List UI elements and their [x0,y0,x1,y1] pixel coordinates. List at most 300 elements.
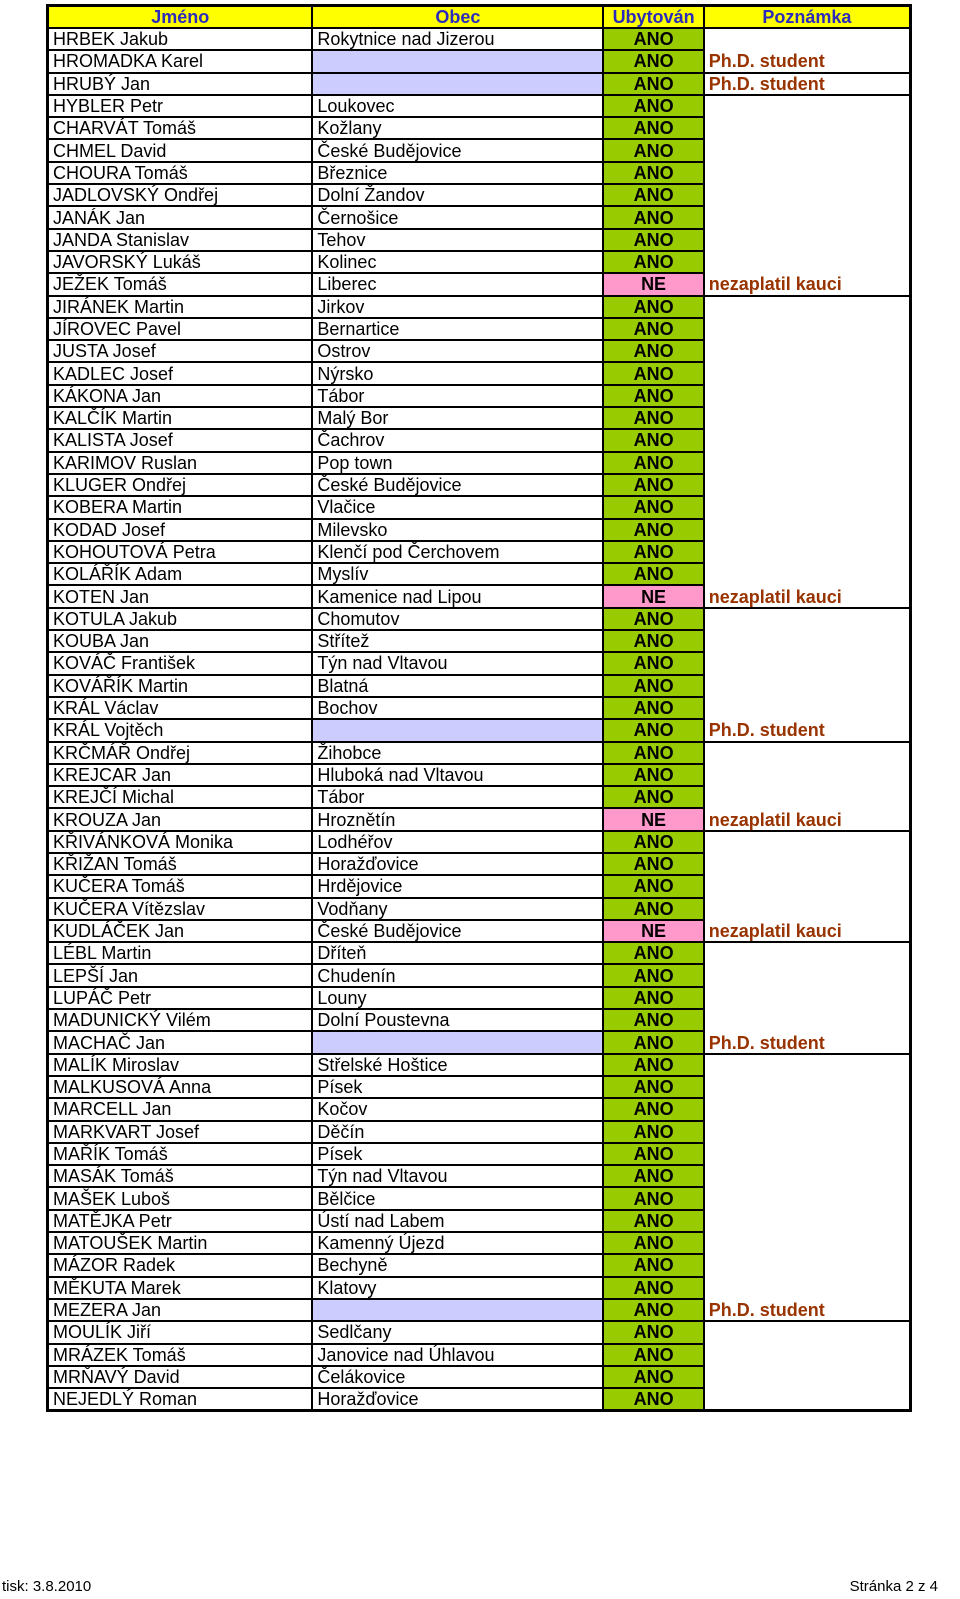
note-cell [704,1143,911,1165]
ubytovan-cell: ANO [603,608,703,630]
note-cell [704,742,911,764]
print-date: tisk: 3.8.2010 [2,1578,92,1595]
name-cell: MATOUŠEK Martin [48,1232,313,1254]
ubytovan-cell: ANO [603,764,703,786]
obec-cell: Kamenice nad Lipou [312,585,603,607]
ubytovan-cell: ANO [603,184,703,206]
note-cell [704,1187,911,1209]
name-cell: KALČÍK Martin [48,407,313,429]
note-cell [704,407,911,429]
name-cell: CHMEL David [48,139,313,161]
name-cell: CHOURA Tomáš [48,162,313,184]
obec-cell: Malý Bor [312,407,603,429]
obec-cell: Loukovec [312,95,603,117]
note-cell: nezaplatil kauci [704,585,911,607]
name-cell: MAŠEK Luboš [48,1187,313,1209]
table-row [48,474,911,496]
ubytovan-cell: ANO [603,1344,703,1366]
ubytovan-cell: ANO [603,296,703,318]
name-cell: NEJEDLÝ Roman [48,1388,313,1411]
note-cell [704,251,911,273]
ubytovan-cell: ANO [603,1121,703,1143]
table-row [48,853,911,875]
obec-cell: Rokytnice nad Jizerou [312,28,603,50]
ubytovan-cell: NE [603,273,703,295]
note-cell [704,362,911,384]
name-cell: JÍROVEC Pavel [48,318,313,340]
table-row [48,764,911,786]
ubytovan-cell: ANO [603,742,703,764]
ubytovan-cell: ANO [603,964,703,986]
ubytovan-cell: ANO [603,385,703,407]
table-row [48,296,911,318]
ubytovan-cell: ANO [603,1165,703,1187]
name-cell: MĚKUTA Marek [48,1277,313,1299]
name-cell: MÁZOR Radek [48,1254,313,1276]
ubytovan-cell: ANO [603,474,703,496]
ubytovan-cell: NE [603,808,703,830]
name-cell: JUSTA Josef [48,340,313,362]
ubytovan-cell: ANO [603,28,703,50]
name-cell: KRČMÁŘ Ondřej [48,742,313,764]
obec-cell: Střítež [312,630,603,652]
name-cell: LÉBL Martin [48,942,313,964]
obec-cell: Milevsko [312,519,603,541]
note-cell: Ph.D. student [704,50,911,72]
note-cell [704,519,911,541]
name-cell: HYBLER Petr [48,95,313,117]
ubytovan-cell: ANO [603,719,703,741]
name-cell: KŘIŽAN Tomáš [48,853,313,875]
ubytovan-cell: ANO [603,1187,703,1209]
table-row [48,1388,911,1411]
table-row [48,831,911,853]
table-row [48,719,911,741]
ubytovan-cell: ANO [603,1254,703,1276]
obec-cell: Chudenín [312,964,603,986]
obec-cell: Horažďovice [312,1388,603,1411]
ubytovan-cell: ANO [603,251,703,273]
table-row [48,1187,911,1209]
name-cell: KREJCAR Jan [48,764,313,786]
note-cell [704,608,911,630]
obec-cell: Horažďovice [312,853,603,875]
table-row [48,1232,911,1254]
ubytovan-cell: ANO [603,630,703,652]
obec-cell: Tábor [312,385,603,407]
obec-cell: Děčín [312,1121,603,1143]
ubytovan-cell: ANO [603,563,703,585]
table-row [48,28,911,50]
ubytovan-cell: ANO [603,117,703,139]
obec-cell: Blatná [312,675,603,697]
table-row [48,519,911,541]
name-cell: KRÁL Vojtěch [48,719,313,741]
ubytovan-cell: ANO [603,1031,703,1053]
note-cell [704,452,911,474]
obec-cell: Lodhéřov [312,831,603,853]
ubytovan-cell: ANO [603,407,703,429]
ubytovan-cell: ANO [603,652,703,674]
name-cell: MACHAČ Jan [48,1031,313,1053]
name-cell: KOTULA Jakub [48,608,313,630]
table-row [48,496,911,518]
obec-cell [312,1031,603,1053]
ubytovan-cell: ANO [603,519,703,541]
note-cell [704,1277,911,1299]
header-note: Poznámka [704,6,911,29]
note-cell [704,1232,911,1254]
note-cell: nezaplatil kauci [704,808,911,830]
name-cell: HROMADKA Karel [48,50,313,72]
ubytovan-cell: ANO [603,229,703,251]
note-cell [704,563,911,585]
table-row [48,675,911,697]
table-row [48,630,911,652]
obec-cell: Jirkov [312,296,603,318]
note-cell [704,206,911,228]
note-cell [704,1098,911,1120]
ubytovan-cell: ANO [603,139,703,161]
note-cell [704,139,911,161]
name-cell: MOULÍK Jiří [48,1321,313,1343]
ubytovan-cell: ANO [603,1076,703,1098]
table-row [48,608,911,630]
table-row [48,652,911,674]
table-row [48,697,911,719]
note-cell [704,987,911,1009]
table-row [48,1054,911,1076]
obec-cell: Tábor [312,786,603,808]
name-cell: HRUBÝ Jan [48,73,313,95]
ubytovan-cell: ANO [603,362,703,384]
note-cell: nezaplatil kauci [704,920,911,942]
note-cell [704,764,911,786]
note-cell [704,429,911,451]
ubytovan-cell: ANO [603,697,703,719]
note-cell [704,1165,911,1187]
obec-cell: Vlačice [312,496,603,518]
note-cell [704,697,911,719]
name-cell: KOTEN Jan [48,585,313,607]
obec-cell [312,1299,603,1321]
name-cell: JADLOVSKÝ Ondřej [48,184,313,206]
obec-cell: Dříteň [312,942,603,964]
name-cell: JEŽEK Tomáš [48,273,313,295]
table-row [48,1098,911,1120]
name-cell: MALÍK Miroslav [48,1054,313,1076]
note-cell [704,1054,911,1076]
name-cell: MARCELL Jan [48,1098,313,1120]
table-row [48,50,911,72]
note-cell: Ph.D. student [704,1031,911,1053]
table-row [48,184,911,206]
name-cell: KALISTA Josef [48,429,313,451]
note-cell [704,1210,911,1232]
table-row [48,808,911,830]
ubytovan-cell: ANO [603,496,703,518]
note-cell [704,496,911,518]
obec-cell: Kožlany [312,117,603,139]
table-row [48,117,911,139]
ubytovan-cell: ANO [603,318,703,340]
page-number: Stránka 2 z 4 [849,1578,938,1595]
ubytovan-cell: ANO [603,898,703,920]
note-cell [704,1321,911,1343]
table-row [48,273,911,295]
name-cell: KOLÁŘÍK Adam [48,563,313,585]
table-row [48,1143,911,1165]
ubytovan-cell: ANO [603,875,703,897]
note-cell [704,296,911,318]
obec-cell: Bechyně [312,1254,603,1276]
note-cell [704,1366,911,1388]
ubytovan-cell: ANO [603,675,703,697]
name-cell: KOVÁČ František [48,652,313,674]
header-row [48,6,911,29]
obec-cell: Chomutov [312,608,603,630]
obec-cell: Louny [312,987,603,1009]
name-cell: LEPŠÍ Jan [48,964,313,986]
table-row [48,1121,911,1143]
table-row [48,385,911,407]
name-cell: LUPÁČ Petr [48,987,313,1009]
obec-cell: Hroznětín [312,808,603,830]
name-cell: KOUBA Jan [48,630,313,652]
table-row [48,95,911,117]
obec-cell [312,50,603,72]
roster-table [46,4,912,1412]
note-cell [704,1254,911,1276]
table-row [48,942,911,964]
ubytovan-cell: ANO [603,1277,703,1299]
obec-cell: Klatovy [312,1277,603,1299]
obec-cell: Klenčí pod Čerchovem [312,541,603,563]
table-row [48,541,911,563]
obec-cell: Střelské Hoštice [312,1054,603,1076]
note-cell: Ph.D. student [704,73,911,95]
name-cell: MALKUSOVÁ Anna [48,1076,313,1098]
obec-cell: Písek [312,1143,603,1165]
name-cell: MADUNICKÝ Vilém [48,1009,313,1031]
table-row [48,1344,911,1366]
note-cell [704,318,911,340]
note-cell [704,675,911,697]
note-cell [704,184,911,206]
name-cell: MATĚJKA Petr [48,1210,313,1232]
name-cell: KADLEC Josef [48,362,313,384]
name-cell: KROUZA Jan [48,808,313,830]
ubytovan-cell: ANO [603,50,703,72]
note-cell [704,875,911,897]
table-row [48,162,911,184]
ubytovan-cell: ANO [603,541,703,563]
note-cell [704,1344,911,1366]
obec-cell: Myslív [312,563,603,585]
name-cell: KÁKONA Jan [48,385,313,407]
obec-cell: Kamenný Újezd [312,1232,603,1254]
table-row [48,1277,911,1299]
obec-cell: Dolní Žandov [312,184,603,206]
obec-cell: České Budějovice [312,474,603,496]
name-cell: KOHOUTOVÁ Petra [48,541,313,563]
ubytovan-cell: ANO [603,1232,703,1254]
obec-cell: Týn nad Vltavou [312,1165,603,1187]
table-row [48,229,911,251]
obec-cell: České Budějovice [312,139,603,161]
name-cell: JIRÁNEK Martin [48,296,313,318]
table-row [48,1254,911,1276]
obec-cell: Bochov [312,697,603,719]
name-cell: KŘIVÁNKOVÁ Monika [48,831,313,853]
table-row [48,1366,911,1388]
name-cell: HRBEK Jakub [48,28,313,50]
table-row [48,898,911,920]
note-cell [704,831,911,853]
obec-cell: Březnice [312,162,603,184]
ubytovan-cell: ANO [603,987,703,1009]
name-cell: MRŇAVÝ David [48,1366,313,1388]
obec-cell: Pop town [312,452,603,474]
obec-cell: Hrdějovice [312,875,603,897]
name-cell: MARKVART Josef [48,1121,313,1143]
note-cell [704,117,911,139]
table-row [48,429,911,451]
ubytovan-cell: ANO [603,1366,703,1388]
header-ubytovan: Ubytován [603,6,703,29]
name-cell: KUČERA Tomáš [48,875,313,897]
note-cell [704,964,911,986]
note-cell: nezaplatil kauci [704,273,911,295]
ubytovan-cell: ANO [603,206,703,228]
table-row [48,452,911,474]
obec-cell: Hluboká nad Vltavou [312,764,603,786]
table-row [48,340,911,362]
ubytovan-cell: ANO [603,73,703,95]
ubytovan-cell: ANO [603,1098,703,1120]
note-cell: Ph.D. student [704,1299,911,1321]
name-cell: JANÁK Jan [48,206,313,228]
ubytovan-cell: ANO [603,1054,703,1076]
table-row [48,1031,911,1053]
name-cell: MRÁZEK Tomáš [48,1344,313,1366]
table-row [48,742,911,764]
table-row [48,318,911,340]
obec-cell: Janovice nad Úhlavou [312,1344,603,1366]
obec-cell: Ostrov [312,340,603,362]
table-row [48,875,911,897]
obec-cell: Písek [312,1076,603,1098]
ubytovan-cell: ANO [603,786,703,808]
table-row [48,206,911,228]
ubytovan-cell: ANO [603,340,703,362]
name-cell: KUČERA Vítězslav [48,898,313,920]
obec-cell: České Budějovice [312,920,603,942]
name-cell: KLUGER Ondřej [48,474,313,496]
note-cell [704,652,911,674]
ubytovan-cell: ANO [603,1388,703,1411]
note-cell [704,942,911,964]
obec-cell: Týn nad Vltavou [312,652,603,674]
note-cell [704,474,911,496]
ubytovan-cell: ANO [603,95,703,117]
table-row [48,786,911,808]
obec-cell: Kolinec [312,251,603,273]
obec-cell: Kočov [312,1098,603,1120]
table-row [48,139,911,161]
table-row [48,585,911,607]
name-cell: JAVORSKÝ Lukáš [48,251,313,273]
ubytovan-cell: ANO [603,1210,703,1232]
table-row [48,563,911,585]
ubytovan-cell: ANO [603,1143,703,1165]
table-row [48,73,911,95]
table-row [48,1210,911,1232]
ubytovan-cell: NE [603,585,703,607]
obec-cell: Liberec [312,273,603,295]
name-cell: KUDLÁČEK Jan [48,920,313,942]
name-cell: KOVÁŘÍK Martin [48,675,313,697]
table-row [48,920,911,942]
obec-cell [312,73,603,95]
ubytovan-cell: ANO [603,452,703,474]
name-cell: KREJČÍ Michal [48,786,313,808]
table-row [48,362,911,384]
name-cell: JANDA Stanislav [48,229,313,251]
note-cell [704,1388,911,1411]
note-cell [704,541,911,563]
table-row [48,1076,911,1098]
header-obec: Obec [312,6,603,29]
ubytovan-cell: ANO [603,162,703,184]
table-row [48,407,911,429]
table-row [48,251,911,273]
obec-cell: Černošice [312,206,603,228]
note-cell [704,630,911,652]
obec-cell: Nýrsko [312,362,603,384]
ubytovan-cell: ANO [603,831,703,853]
note-cell [704,1009,911,1031]
note-cell [704,340,911,362]
ubytovan-cell: ANO [603,853,703,875]
name-cell: KODAD Josef [48,519,313,541]
name-cell: MEZERA Jan [48,1299,313,1321]
obec-cell: Žihobce [312,742,603,764]
ubytovan-cell: ANO [603,1009,703,1031]
ubytovan-cell: ANO [603,1321,703,1343]
ubytovan-cell: NE [603,920,703,942]
obec-cell: Čelákovice [312,1366,603,1388]
note-cell [704,1076,911,1098]
note-cell [704,1121,911,1143]
name-cell: MAŘÍK Tomáš [48,1143,313,1165]
obec-cell: Sedlčany [312,1321,603,1343]
table-row [48,1165,911,1187]
obec-cell: Tehov [312,229,603,251]
obec-cell: Ústí nad Labem [312,1210,603,1232]
note-cell [704,28,911,50]
obec-cell: Vodňany [312,898,603,920]
obec-cell: Bělčice [312,1187,603,1209]
table-row [48,987,911,1009]
name-cell: MASÁK Tomáš [48,1165,313,1187]
obec-cell: Dolní Poustevna [312,1009,603,1031]
obec-cell: Čachrov [312,429,603,451]
note-cell [704,162,911,184]
obec-cell: Bernartice [312,318,603,340]
ubytovan-cell: ANO [603,1299,703,1321]
header-name: Jméno [48,6,313,29]
